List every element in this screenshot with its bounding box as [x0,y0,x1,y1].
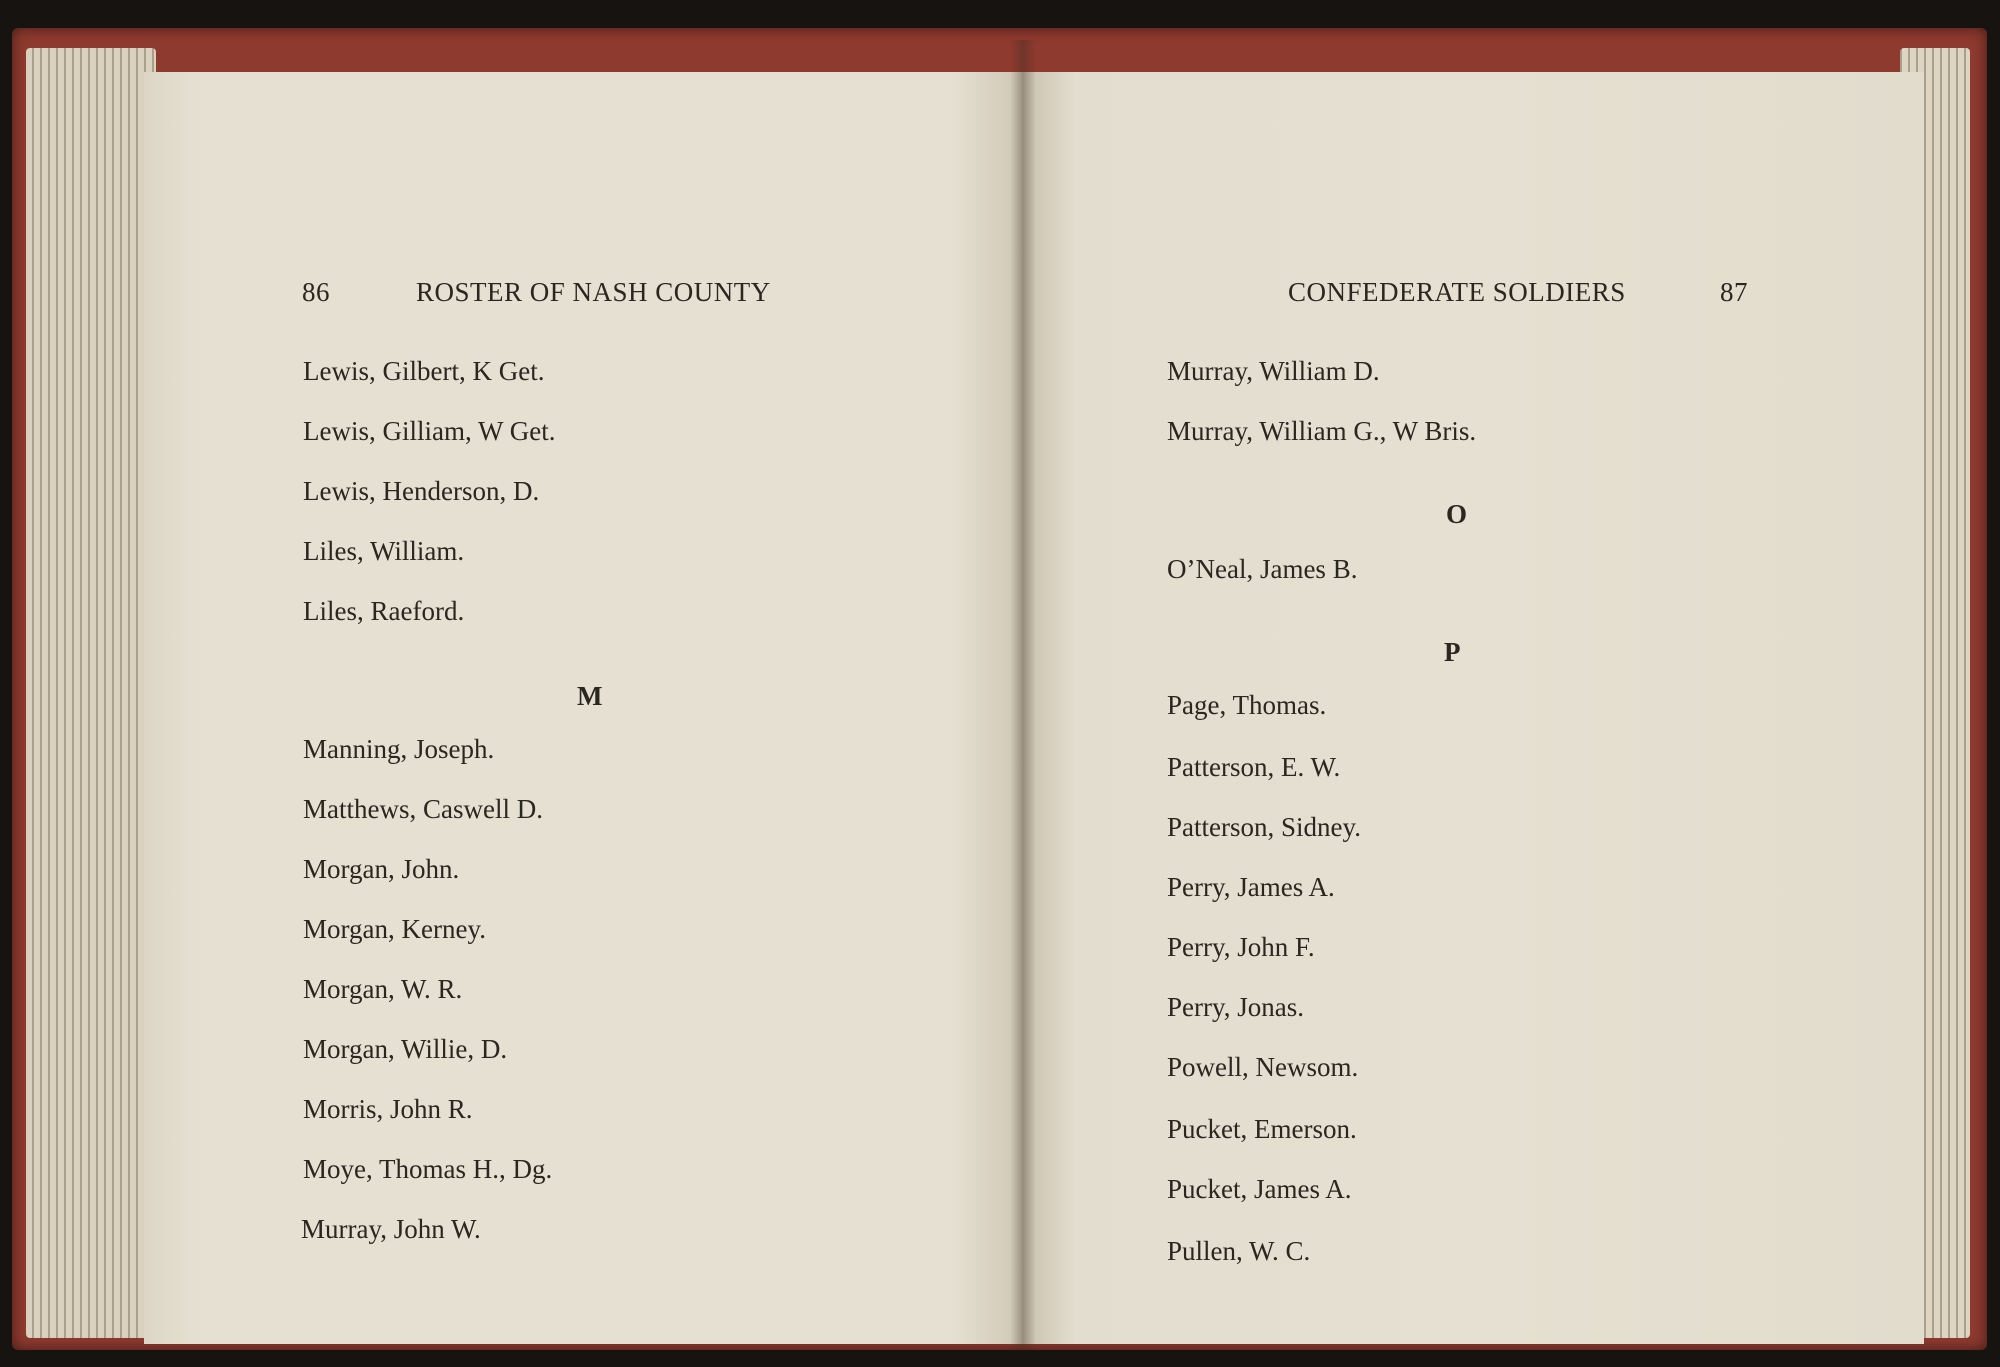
section-letter-o: O [1446,499,1468,529]
roster-entry: Perry, John F. [1167,932,1315,962]
roster-entry: Matthews, Caswell D. [303,794,543,824]
roster-entry: Morgan, Kerney. [303,914,486,944]
section-letter-p: P [1444,637,1461,667]
roster-entry: Liles, William. [303,536,465,566]
roster-entry: Morgan, W. R. [303,974,463,1004]
roster-entry: Liles, Raeford. [303,596,465,626]
roster-entry: O’Neal, James B. [1167,554,1358,584]
left-page [144,72,1022,1344]
roster-entry: Patterson, E. W. [1167,752,1341,782]
roster-entry: Pullen, W. C. [1167,1236,1311,1266]
roster-entry: Murray, John W. [301,1214,481,1244]
roster-entry: Patterson, Sidney. [1167,812,1361,842]
roster-entry: Manning, Joseph. [303,734,495,764]
roster-entry: Pucket, Emerson. [1167,1114,1357,1144]
roster-entry: Murray, William D. [1167,356,1380,386]
page-edges-left [26,48,156,1338]
section-letter-m: M [577,681,603,711]
roster-entry: Lewis, Gilliam, W Get. [303,416,556,446]
roster-entry: Morgan, John. [303,854,460,884]
roster-entry: Morris, John R. [303,1094,473,1124]
roster-entry: Perry, Jonas. [1167,992,1304,1022]
left-page-number: 86 [302,277,330,307]
book-gutter [1010,40,1036,1350]
roster-entry: Pucket, James A. [1167,1174,1352,1204]
roster-entry: Murray, William G., W Bris. [1167,416,1477,446]
roster-entry: Perry, James A. [1167,872,1335,902]
roster-entry: Moye, Thomas H., Dg. [303,1154,553,1184]
roster-entry: Powell, Newsom. [1167,1052,1359,1082]
roster-entry: Morgan, Willie, D. [303,1034,508,1064]
left-running-head: ROSTER OF NASH COUNTY [416,277,771,307]
roster-entry: Lewis, Henderson, D. [303,476,540,506]
right-page-number: 87 [1720,277,1748,307]
right-page [1022,72,1924,1344]
roster-entry: Lewis, Gilbert, K Get. [303,356,545,386]
right-running-head: CONFEDERATE SOLDIERS [1288,277,1626,307]
roster-entry: Page, Thomas. [1167,690,1327,720]
